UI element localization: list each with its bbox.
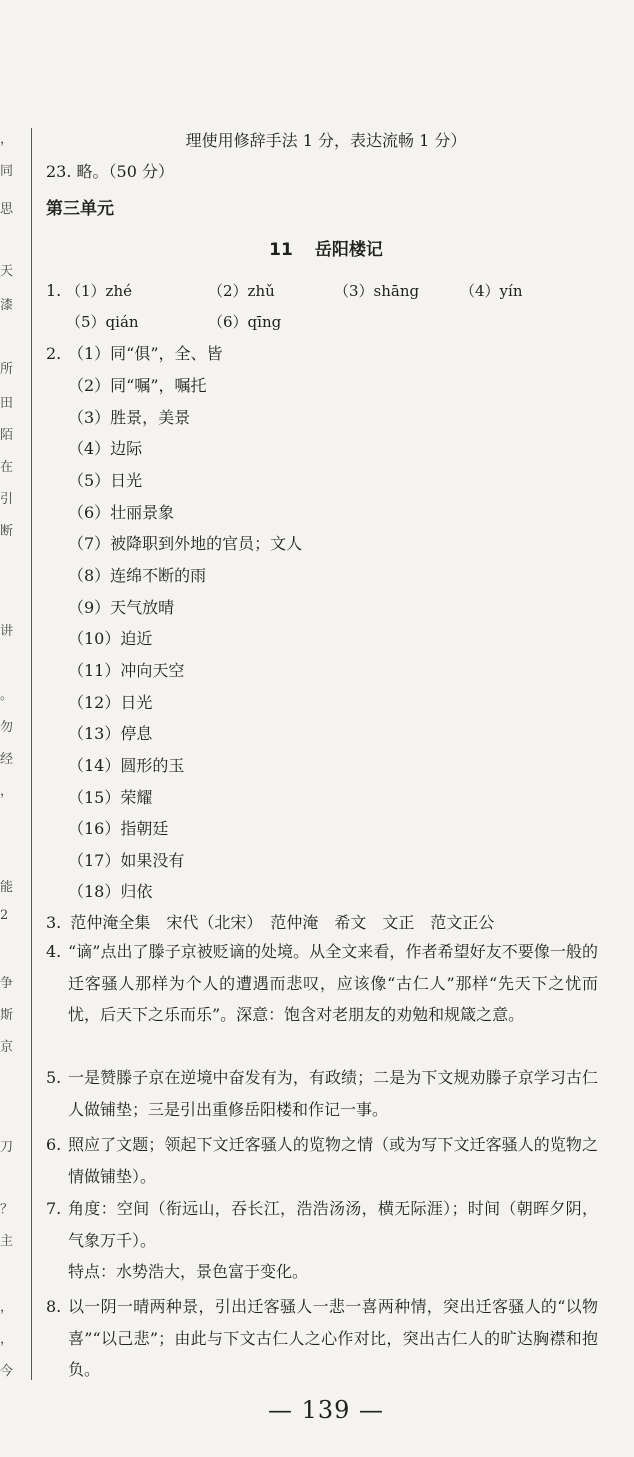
question-4 <box>46 936 598 1031</box>
edge-char: 今 <box>0 1364 14 1379</box>
question-5 <box>46 1062 598 1125</box>
question-label: 5. <box>46 1068 62 1087</box>
edge-char: ？ <box>0 1202 14 1217</box>
lesson-number: 11 <box>269 240 293 260</box>
question-7 <box>46 1193 598 1288</box>
edge-char: 天 <box>0 264 14 279</box>
edge-char: 刀 <box>0 1140 14 1155</box>
edge-char: 在 <box>0 460 14 475</box>
definition-item: （11）冲向天空 <box>68 661 185 680</box>
question-3 <box>46 912 494 934</box>
edge-char: 漆 <box>0 298 14 313</box>
page-number: — 139 — <box>267 1396 385 1424</box>
definition-item: （14）圆形的玉 <box>68 756 185 775</box>
edge-char: 经 <box>0 752 14 767</box>
question-label: 6. <box>46 1135 62 1154</box>
definition-item: （9）天气放晴 <box>68 598 175 617</box>
edge-char: ， <box>0 132 14 147</box>
edge-char: 斯 <box>0 1008 14 1023</box>
edge-char: 勿 <box>0 720 14 735</box>
edge-char: ， <box>0 784 14 799</box>
definition-item: （8）连绵不断的雨 <box>68 566 207 585</box>
edge-char: 断 <box>0 524 14 539</box>
definition-item: （5）日光 <box>68 471 143 490</box>
definition-item: （6）壮丽景象 <box>68 503 175 522</box>
edge-char: 争 <box>0 976 14 991</box>
lesson-name: 岳阳楼记 <box>314 240 383 260</box>
edge-char: 能 <box>0 880 14 895</box>
edge-char: 思 <box>0 202 14 217</box>
question-6 <box>46 1129 598 1192</box>
gutter-line <box>31 128 32 1380</box>
unit-title: 第三单元 <box>46 199 114 219</box>
pinyin-item: （4）yín <box>460 282 523 300</box>
answer-text: 一是赞滕子京在逆境中奋发有为，有政绩；二是为下文规劝滕子京学习古仁人做铺垫；三是引出重修岳阳楼和作记一事。 <box>68 1068 598 1119</box>
definition-item: （18）归依 <box>68 882 153 901</box>
answer-text: 以一阴一晴两种景，引出迁客骚人一悲一喜两种情，突出迁客骚人的“以物喜”“以己悲”；由此与下文古仁人之心作对比，突出古仁人的旷达胸襟和抱负。 <box>68 1297 598 1379</box>
definition-item: （13）停息 <box>68 724 153 743</box>
question-label: 8. <box>46 1297 62 1316</box>
definition-item: （15）荣耀 <box>68 788 153 807</box>
pinyin-item: （1）zhé <box>66 282 132 300</box>
question-label: 4. <box>46 942 62 961</box>
edge-char: 陌 <box>0 428 14 443</box>
answer-text: “谪”点出了滕子京被贬谪的处境。从全文来看，作者希望好友不要像一般的迁客骚人那样为个人的遭遇而悲叹，应该像“古仁人”那样“先天下之忧而忧，后天下之乐而乐”。深意：饱含对老朋友的劝勉和规箴之意。 <box>68 942 598 1024</box>
edge-char: ， <box>0 1332 14 1347</box>
question-label: 1. <box>46 281 62 300</box>
question-label: 3. <box>46 913 62 932</box>
answer-features: 特点：水势浩大，景色富于变化。 <box>68 1262 309 1281</box>
top-note: 理使用修辞手法 1 分，表达流畅 1 分） <box>185 131 467 150</box>
edge-char: 引 <box>0 492 14 507</box>
lesson-title <box>46 239 606 261</box>
edge-char: 。 <box>0 688 14 703</box>
edge-char: 主 <box>0 1234 14 1249</box>
answer-text: 角度：空间（衔远山，吞长江，浩浩汤汤，横无际涯）；时间（朝晖夕阴，气象万千）。 <box>68 1199 598 1250</box>
question-label: 7. <box>46 1199 62 1218</box>
edge-char: 所 <box>0 362 14 377</box>
answer-text: 范仲淹全集 宋代（北宋） 范仲淹 希文 文正 范文正公 <box>70 913 495 932</box>
answer-text: 照应了文题；领起下文迁客骚人的览物之情（或为写下文迁客骚人的览物之情做铺垫）。 <box>68 1135 598 1186</box>
definition-item: （12）日光 <box>68 693 153 712</box>
edge-char: 田 <box>0 396 14 411</box>
question-label: 2. <box>46 344 62 363</box>
definition-item: （17）如果没有 <box>68 851 185 870</box>
definition-item: （1）同“俱”，全、皆 <box>68 344 223 363</box>
pinyin-item: （2）zhǔ <box>208 282 275 300</box>
pinyin-item: （3）shāng <box>334 282 420 300</box>
edge-char: 京 <box>0 1040 14 1055</box>
edge-char: ， <box>0 1300 14 1315</box>
definition-item: （2）同“嘱”，嘱托 <box>68 376 207 395</box>
pinyin-item: （6）qīng <box>208 313 282 331</box>
definition-item: （10）迫近 <box>68 629 153 648</box>
item-23: 23. 略。（50 分） <box>46 162 174 181</box>
edge-char: 讲 <box>0 624 14 639</box>
definition-item: （3）胜景，美景 <box>68 408 191 427</box>
definition-item: （7）被降职到外地的官员；文人 <box>68 534 303 553</box>
pinyin-item: （5）qián <box>66 313 139 331</box>
edge-char: 2 <box>0 908 9 923</box>
definition-item: （4）边际 <box>68 439 143 458</box>
edge-char: 同 <box>0 164 14 179</box>
question-8 <box>46 1291 598 1386</box>
definition-item: （16）指朝廷 <box>68 819 169 838</box>
